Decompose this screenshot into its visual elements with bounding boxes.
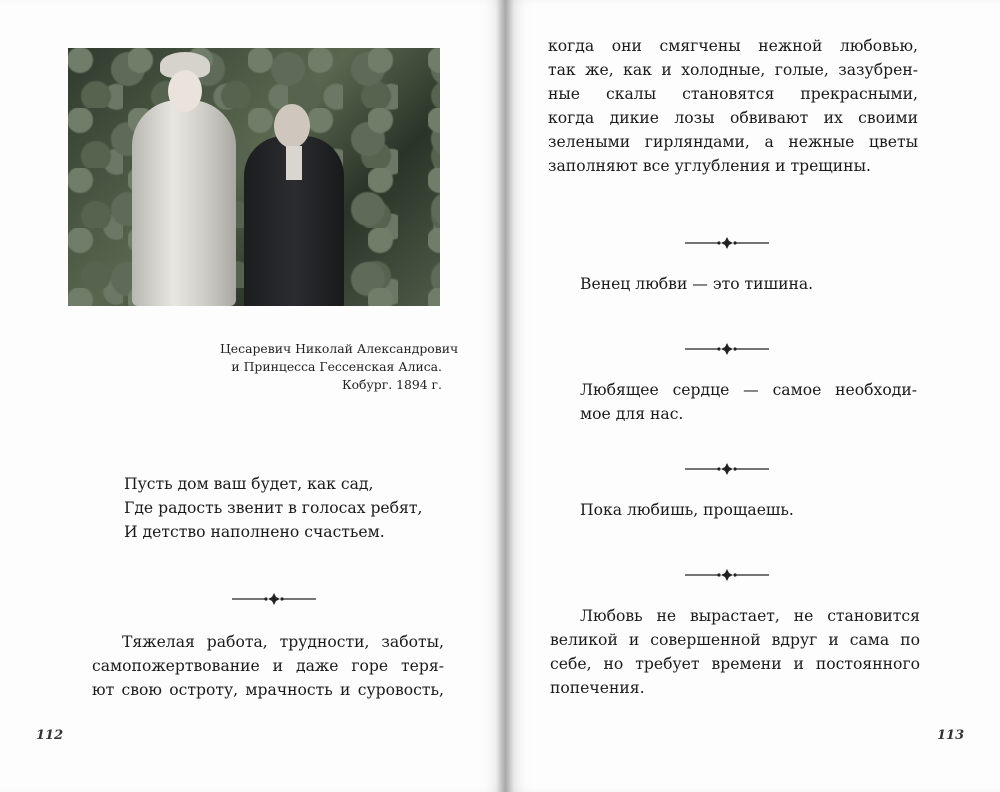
quote-line: Любящее сердце — самое необходи- [580, 381, 917, 399]
caption-line: Кобург. 1894 г. [341, 377, 442, 392]
caption-line: Цесаревич Николай Александрович [220, 341, 459, 356]
paragraph-line: так же, как и холодные, голые, зазубрен- [548, 61, 918, 79]
quote-serdtse [580, 378, 917, 426]
paragraph-line: себе, но требует времени и постоянного [550, 655, 920, 673]
photo-caption [220, 340, 459, 394]
quote-poka: Пока любишь, прощаешь. [580, 501, 794, 519]
paragraph-line: когда они смягчены нежной любовью, [548, 37, 918, 55]
photo-man-shirt [286, 146, 302, 180]
paragraph-line: ют свою остроту, мрачность и суровость, [92, 681, 444, 699]
caption-line: и Принцесса Гессенская Алиса. [231, 359, 442, 374]
poem-line: Где радость звенит в голосах ребят, [124, 499, 423, 517]
ornament-divider-icon [232, 592, 316, 606]
left-paragraph [92, 630, 444, 702]
page-number-left: 112 [36, 728, 64, 743]
paragraph-line: попечения. [550, 679, 645, 697]
historical-photograph [68, 48, 440, 306]
photo-woman-figure [132, 100, 236, 306]
ornament-divider-icon [685, 462, 769, 476]
paragraph-line: ные скалы становятся прекрасными, [548, 85, 918, 103]
quote-line: мое для нас. [580, 405, 684, 423]
photo-woman-head [168, 70, 202, 112]
paragraph-line: Тяжелая работа, трудности, заботы, [122, 633, 444, 651]
paragraph-line: заполняют все углубления и трещины. [548, 157, 871, 175]
right-top-paragraph [548, 34, 918, 178]
page-number-right: 113 [937, 728, 965, 743]
ornament-divider-icon [685, 236, 769, 250]
ornament-divider-icon [685, 568, 769, 582]
poem-line: И детство наполнено счастьем. [124, 523, 385, 541]
paragraph-line: самопожертвование и даже горе теря- [92, 657, 444, 675]
paragraph-line: великой и совершенной вдруг и сама по [550, 631, 920, 649]
book-gutter [496, 0, 514, 792]
poem-line: Пусть дом ваш будет, как сад, [124, 475, 374, 493]
paragraph-line: Любовь не вырастает, не становится [580, 607, 920, 625]
photo-man-head [274, 104, 310, 148]
poem [124, 472, 422, 544]
paragraph-line: зелеными гирляндами, а нежные цветы [548, 133, 918, 151]
ornament-divider-icon [685, 342, 769, 356]
right-bottom-paragraph [550, 604, 920, 700]
quote-venets: Венец любви — это тишина. [580, 275, 814, 293]
paragraph-line: когда дикие лозы обвивают их своими [548, 109, 918, 127]
right-page [505, 0, 1000, 792]
